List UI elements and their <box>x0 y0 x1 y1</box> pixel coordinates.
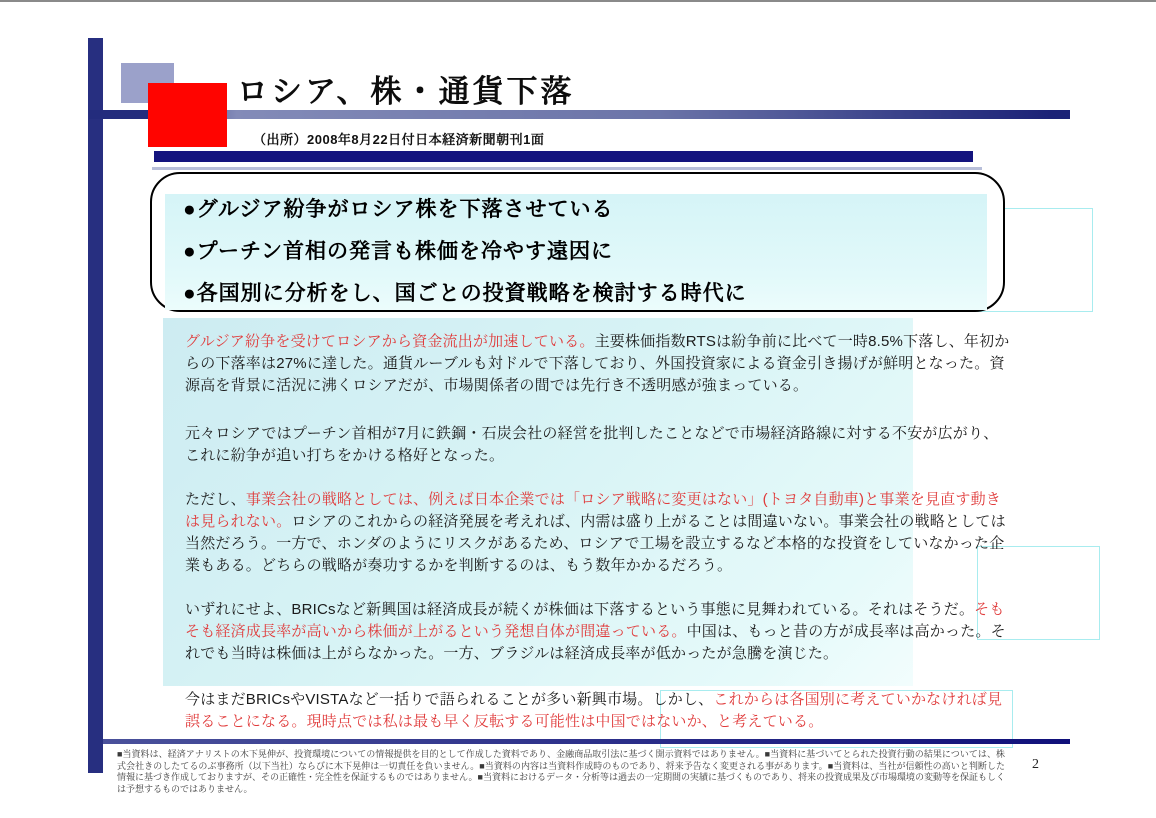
body-paragraph <box>185 331 1013 397</box>
emphasis-red-text: そもそも経済成長率が高いから株価が上がるという発想自体が間違っている。 <box>185 601 1005 640</box>
footer-divider-bar <box>103 739 1070 744</box>
bullet-list <box>183 193 993 307</box>
body-text-segment: 今はまだBRICsやVISTAなど一括りで語られることが多い新興市場。しかし、 <box>185 691 714 708</box>
bullet-item: ●各国別に分析をし、国ごとの投資戦略を検討する時代に <box>183 282 747 305</box>
page-number: 2 <box>1032 757 1039 772</box>
bullet-item: ●プーチン首相の発言も株価を冷やす遠因に <box>183 240 614 263</box>
top-border-line <box>0 0 1156 2</box>
header-divider-thin-line <box>152 167 982 170</box>
bullet-item: ●グルジア紛争がロシア株を下落させている <box>183 198 614 221</box>
emphasis-red-text: これからは各国別に考えていかなければ見誤ることになる。現時点では私は最も早く反転する可能性は中国ではないか、と考えている。 <box>185 691 1003 730</box>
body-paragraph <box>185 689 1013 733</box>
body-text-segment: 中国は、もっと昔の方が成長率は高かった。それでも当時は株価は上がらなかった。一方、ブラジルは経済成長率が低かったが急騰を演じた。 <box>185 623 1006 662</box>
header-divider-bar <box>154 151 973 162</box>
page-title: ロシア、株・通貨下落 <box>237 74 575 109</box>
body-text-segment: ロシアのこれからの経済発展を考えれば、内需は盛り上がることは間違いない。事業会社の戦略としては当然だろう。一方で、ホンダのようにリスクがあるため、ロシアで工場を設立するなど本格的な投資をしていなかった企業もある。どちらの戦略が奏功するかを判断するのは、もう数年かかるだろう。 <box>185 513 1006 574</box>
body-text-segment: 主要株価指数RTSは紛争前に比べて一時8.5%下落し、年初からの下落率は27%に達した。通貨ルーブルも対ドルで下落しており、外国投資家による資金引き揚げが鮮明となった。資源高を背景に活況に沸くロシアだが、市場関係者の間では先行き不透明感が強まっている。 <box>185 333 1010 394</box>
emphasis-red-text: 事業会社の戦略としては、例えば日本企業では「ロシア戦略に変更はない」(トヨタ自動車)と事業を見直す動きは見られない。 <box>185 491 1002 530</box>
body-paragraph <box>185 599 1013 665</box>
body-text-segment: いずれにせよ、BRICsなど新興国は経済成長が続くが株価は下落するという事態に見舞われている。それはそうだ。 <box>185 601 975 618</box>
title-underline-bar <box>89 110 1070 119</box>
body-text-segment: ただし、 <box>185 491 246 508</box>
body-text-segment: 元々ロシアではプーチン首相が7月に鉄鋼・石炭会社の経営を批判したことなどで市場経済路線に対する不安が広がり、これに紛争が追い打ちをかける格好となった。 <box>185 425 999 464</box>
emphasis-red-text: グルジア紛争を受けてロシアから資金流出が加速している。 <box>185 333 595 350</box>
body-paragraph <box>185 423 1013 467</box>
left-accent-bar <box>88 38 103 773</box>
footer-disclaimer: ■当資料は、経済アナリストの木下晃伸が、投資環境についての情報提供を目的として作成した資料であり、金融商品取引法に基づく開示資料ではありません。■当資料に基づいてとられた投資行動の結果については、株式会社きのしたてるのぶ事務所（以下当社）ならびに木下晃伸は一切責任を負いません。■当資料の内容は当資料作成時のものであり、将来予告なく変更される事があります。■当資料は、当社が信頼性の高いと判断した情報に基づき作成しておりますが、その正確性・完全性を保証するものではありません。■当資料におけるデータ・分析等は過去の一定期間の実績に基づくものであり、将来の投資成果及び市場環境の変動等を保証もしくは予想するものではありません。 <box>117 749 1005 794</box>
source-citation: （出所）2008年8月22日付日本経済新聞朝刊1面 <box>253 132 545 147</box>
body-paragraph <box>185 489 1013 577</box>
red-square-decoration <box>148 83 227 147</box>
